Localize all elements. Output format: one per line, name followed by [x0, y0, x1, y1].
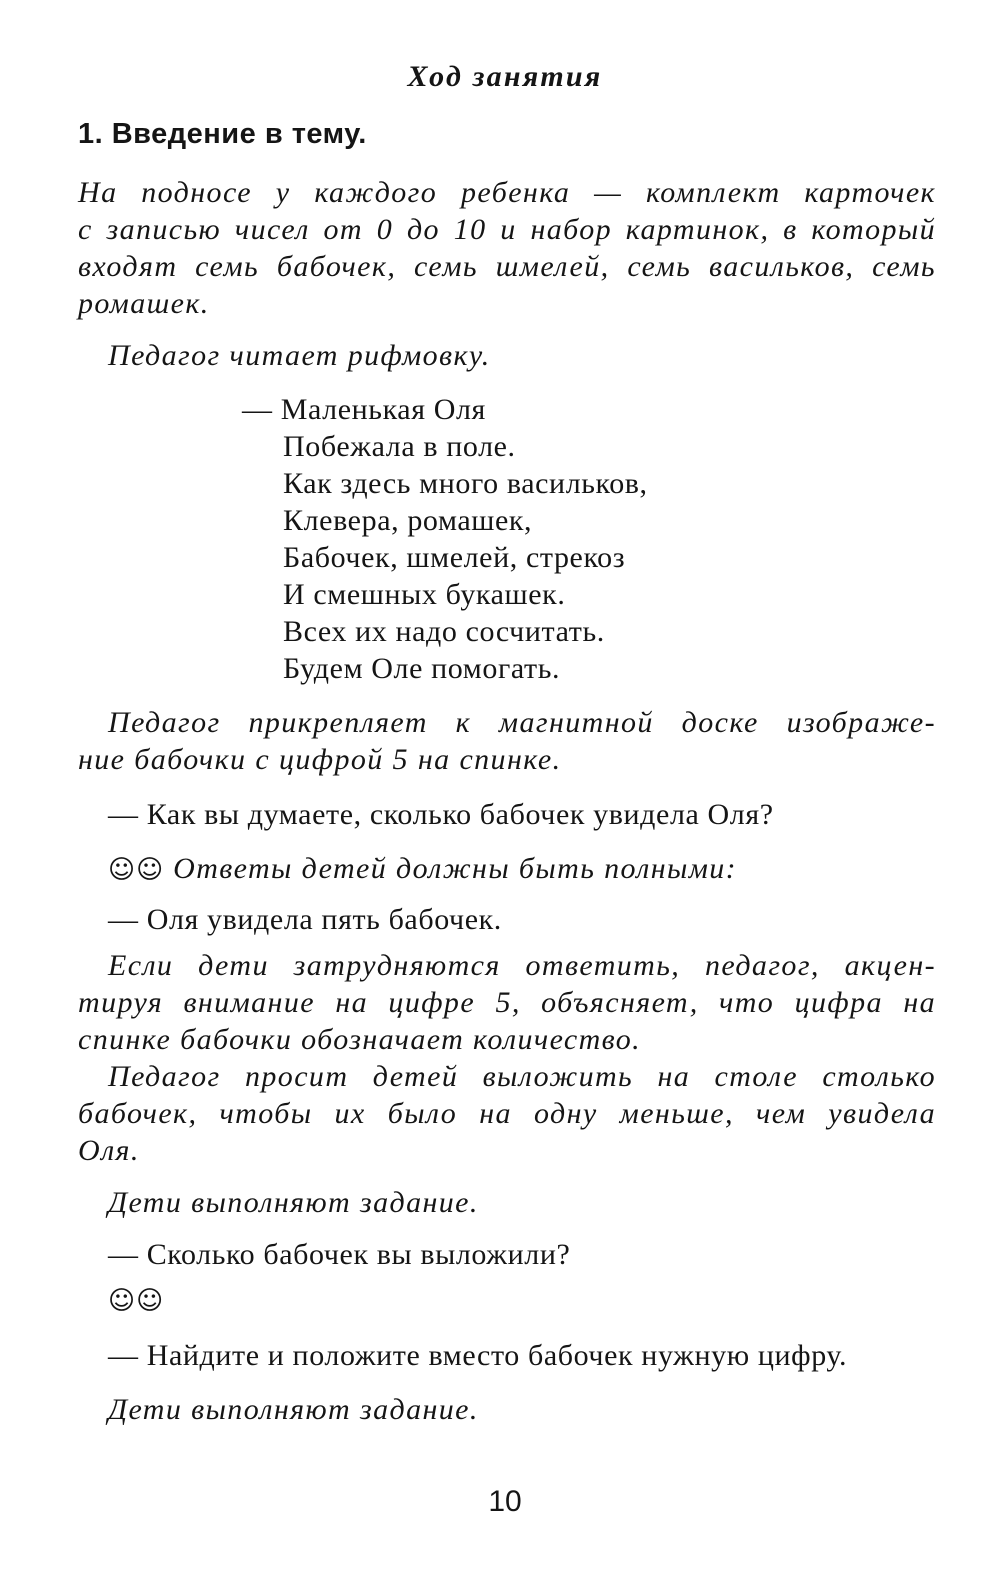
smiley-icon: ☺☺ [108, 1286, 165, 1316]
dialogue-line: — Найдите и положите вместо бабочек нужную цифру. [108, 1339, 848, 1372]
paragraph-line: входят семь бабочек, семь шмелей, семь васильков, семь [78, 250, 936, 283]
paragraph-line: с записью чисел от 0 до 10 и набор картинок, в который [78, 213, 936, 246]
paragraph-line: Если дети затрудняются ответить, педагог, акцен- [108, 949, 936, 982]
poem-line: И смешных букашек. [283, 578, 566, 611]
paragraph-line: Оля. [78, 1134, 140, 1167]
paragraph-line: бабочек, чтобы их было на одну меньше, чем увидела [78, 1097, 936, 1130]
paragraph-line: Дети выполняют задание. [108, 1186, 479, 1219]
poem-line: Будем Оле помогать. [283, 652, 561, 685]
poem-line: Бабочек, шмелей, стрекоз [283, 541, 626, 574]
paragraph-line: Дети выполняют задание. [108, 1393, 479, 1426]
paragraph-line: Педагог просит детей выложить на столе столько [108, 1060, 936, 1093]
paragraph-line: ние бабочки с цифрой 5 на спинке. [78, 743, 562, 776]
paragraph-line: Педагог читает рифмовку. [108, 339, 491, 372]
poem-line: — Маленькая Оля [242, 393, 486, 426]
poem-line: Всех их надо сосчитать. [283, 615, 605, 648]
answers-note: Ответы детей должны быть полными: [173, 852, 738, 885]
poem-line: Побежала в поле. [283, 430, 516, 463]
answers-note-line [108, 851, 737, 888]
paragraph-line: ромашек. [78, 287, 210, 320]
paragraph-line: спинке бабочки обозначает количество. [78, 1023, 642, 1056]
smiley-line [108, 1282, 164, 1319]
smiley-icon: ☺☺ [108, 855, 165, 885]
section-title: Ход занятия [407, 60, 603, 93]
paragraph-line: Педагог прикрепляет к магнитной доске изображе- [108, 706, 936, 739]
dialogue-line: — Оля увидела пять бабочек. [108, 903, 502, 936]
dialogue-line: — Сколько бабочек вы выложили? [108, 1238, 571, 1271]
dialogue-line: — Как вы думаете, сколько бабочек увидела Оля? [108, 798, 774, 831]
paragraph-line: На подносе у каждого ребенка — комплект карточек [78, 176, 936, 209]
poem-line: Как здесь много васильков, [283, 467, 648, 500]
page-number: 10 [488, 1485, 522, 1518]
subsection-heading: 1. Введение в тему. [78, 118, 367, 150]
paragraph-line: тируя внимание на цифре 5, объясняет, что цифра на [78, 986, 936, 1019]
poem-line: Клевера, ромашек, [283, 504, 533, 537]
